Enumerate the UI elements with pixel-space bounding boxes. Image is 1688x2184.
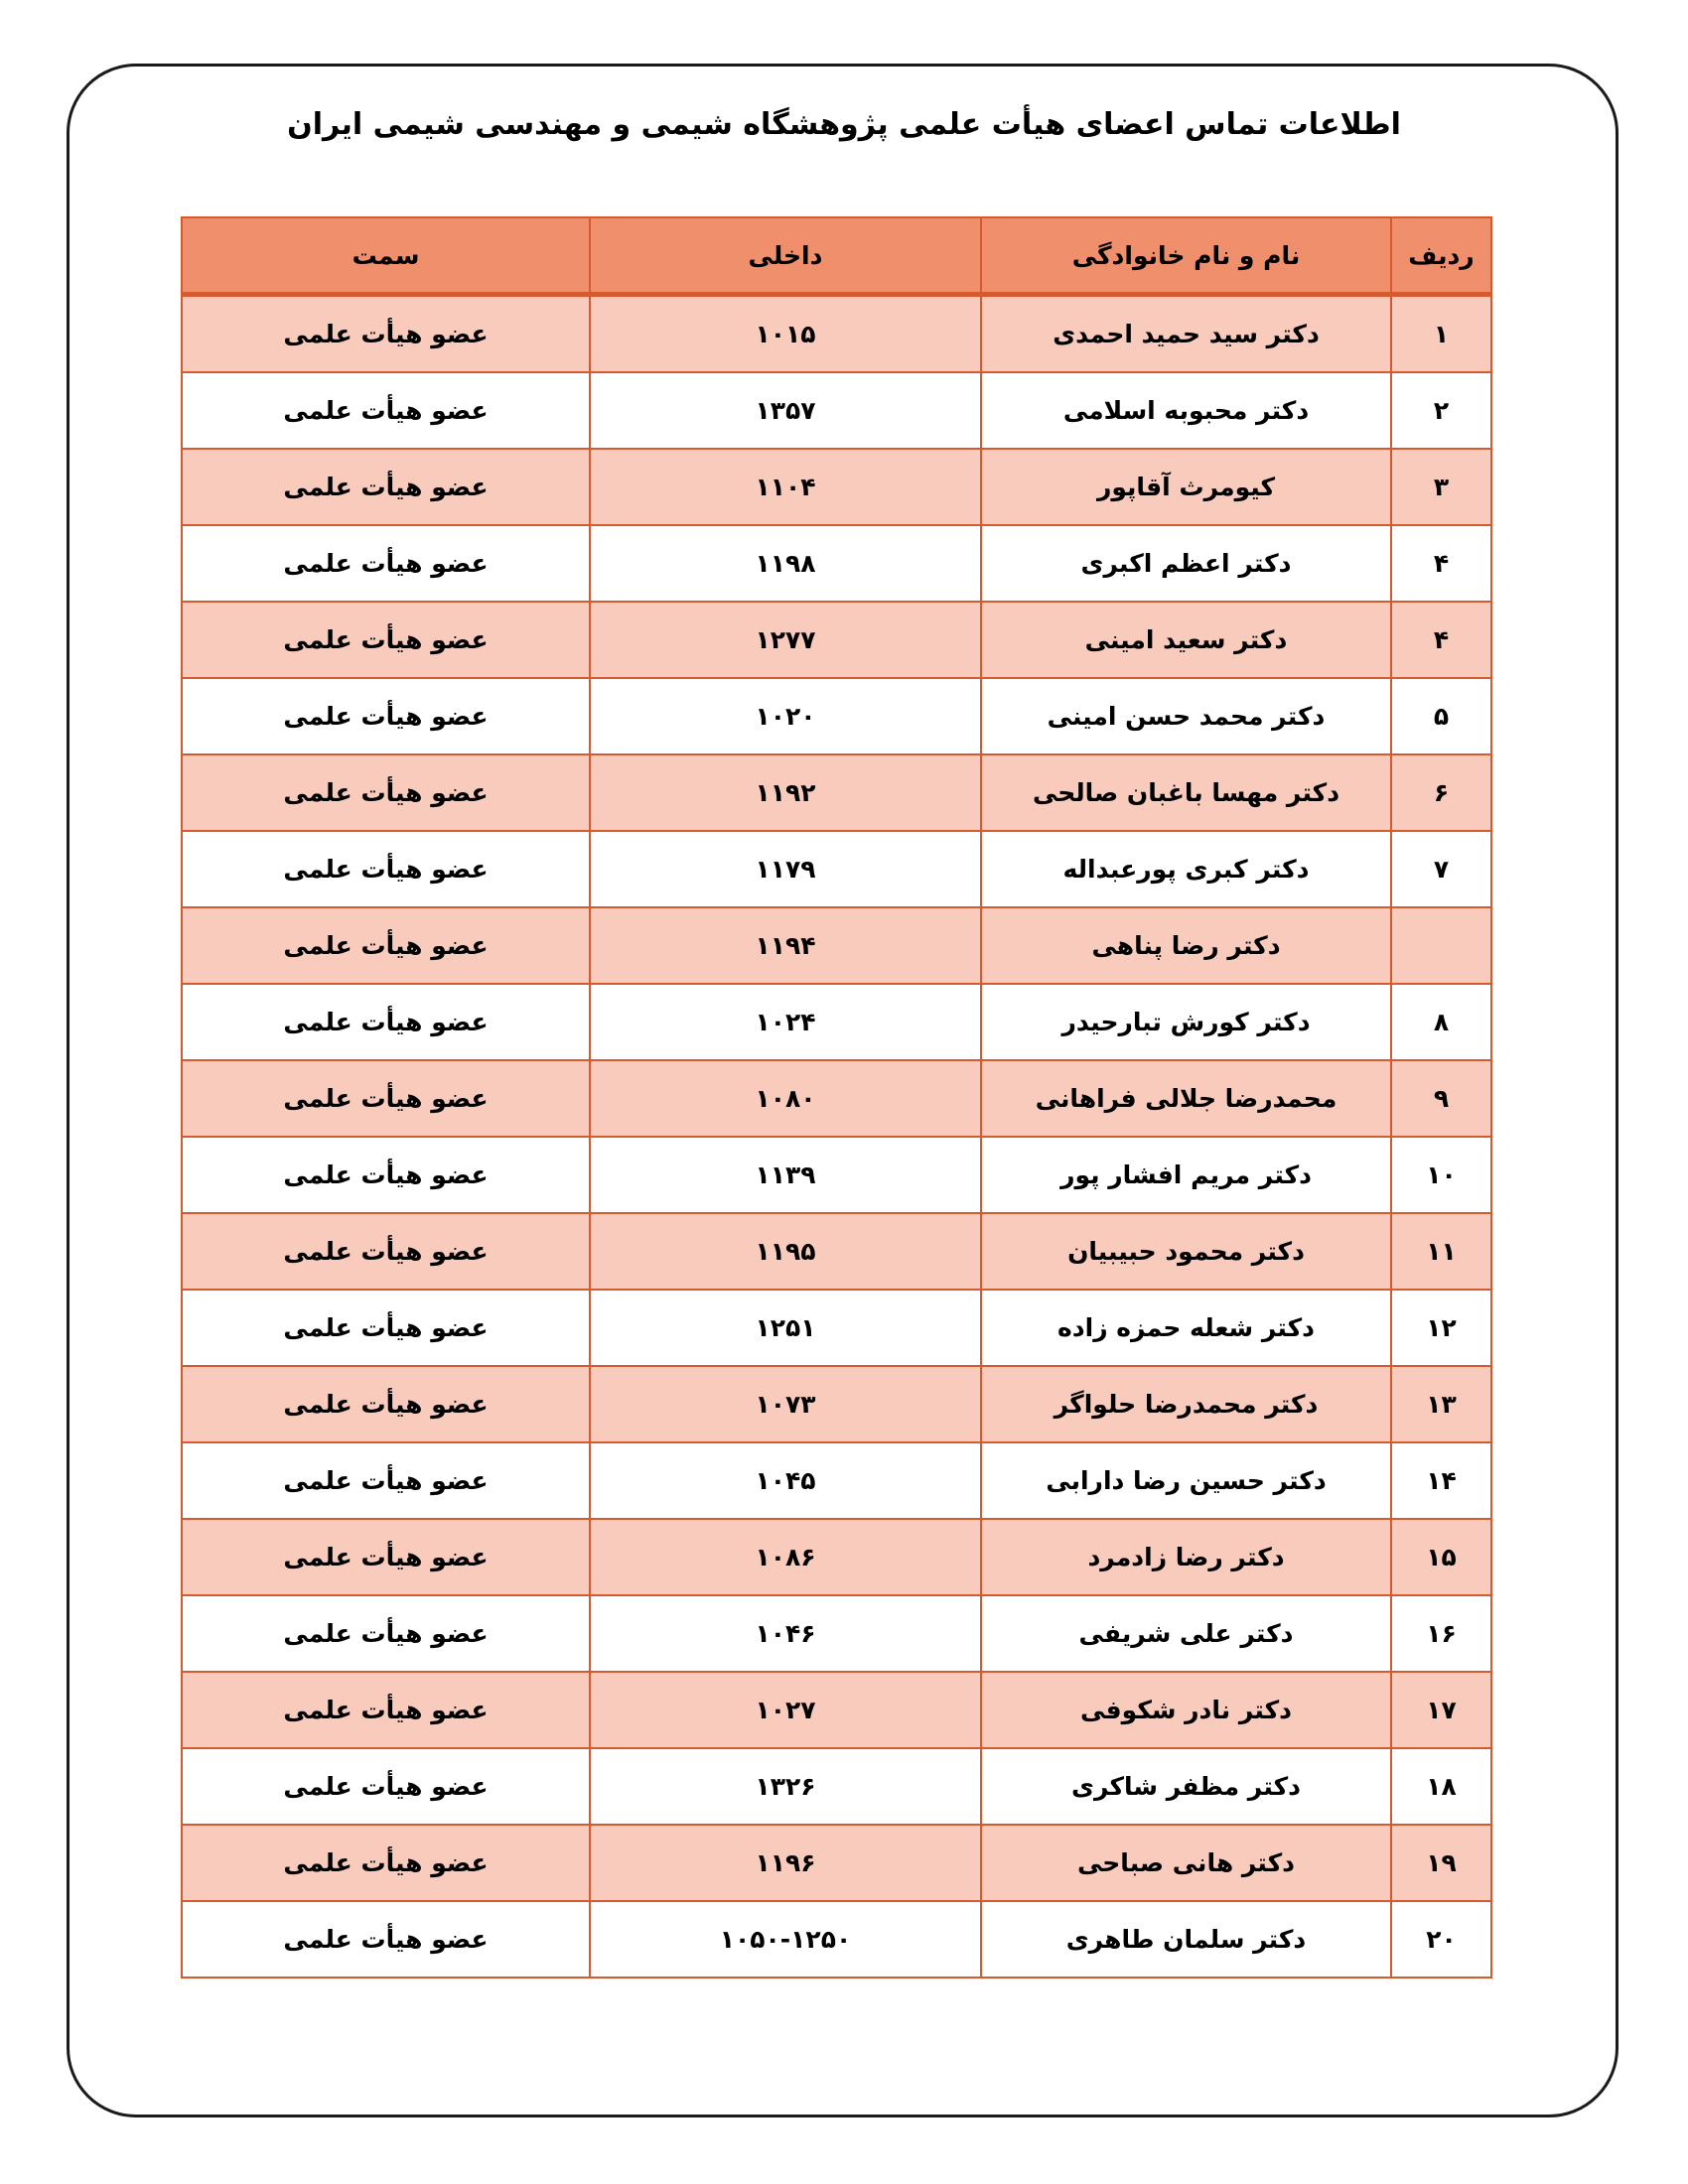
cell-row-number: ۳ [1391, 449, 1491, 525]
cell-name: دکتر محبوبه اسلامی [981, 372, 1391, 449]
cell-row-number: ۲ [1391, 372, 1491, 449]
cell-role: عضو هیأت علمی [182, 907, 590, 984]
table-header-row [182, 217, 1491, 295]
cell-row-number: ۱۱ [1391, 1213, 1491, 1290]
cell-row-number: ۱۶ [1391, 1595, 1491, 1672]
cell-row-number: ۱۹ [1391, 1825, 1491, 1901]
cell-name: کیومرث آقاپور [981, 449, 1391, 525]
cell-name: دکتر علی شریفی [981, 1595, 1391, 1672]
cell-role: عضو هیأت علمی [182, 678, 590, 754]
table-row [182, 1137, 1491, 1213]
cell-extension: ۱۱۹۴ [590, 907, 981, 984]
cell-row-number: ۱۵ [1391, 1519, 1491, 1595]
cell-extension: ۱۱۰۴ [590, 449, 981, 525]
cell-role: عضو هیأت علمی [182, 1290, 590, 1366]
cell-role: عضو هیأت علمی [182, 1748, 590, 1825]
cell-extension: ۱۲۵۱ [590, 1290, 981, 1366]
cell-extension: ۱۰۲۰ [590, 678, 981, 754]
cell-name: دکتر مهسا باغبان صالحی [981, 754, 1391, 831]
header-name: نام و نام خانوادگی [981, 217, 1391, 295]
cell-row-number: ۷ [1391, 831, 1491, 907]
cell-name: دکتر کبری پورعبداله [981, 831, 1391, 907]
cell-row-number: ۲۰ [1391, 1901, 1491, 1978]
cell-extension: ۱۱۷۹ [590, 831, 981, 907]
cell-name: دکتر شعله حمزه زاده [981, 1290, 1391, 1366]
table-row [182, 1213, 1491, 1290]
cell-extension: ۱۲۷۷ [590, 602, 981, 678]
cell-extension: ۱۰۲۷ [590, 1672, 981, 1748]
cell-role: عضو هیأت علمی [182, 1213, 590, 1290]
cell-role: عضو هیأت علمی [182, 1137, 590, 1213]
cell-role: عضو هیأت علمی [182, 1672, 590, 1748]
cell-role: عضو هیأت علمی [182, 984, 590, 1060]
cell-extension: ۱۳۵۷ [590, 372, 981, 449]
cell-row-number: ۹ [1391, 1060, 1491, 1137]
cell-name: دکتر محمود حبیبیان [981, 1213, 1391, 1290]
table-row [182, 831, 1491, 907]
table-row [182, 1060, 1491, 1137]
table-row [182, 295, 1491, 373]
cell-extension: ۱۰۴۶ [590, 1595, 981, 1672]
cell-extension: ۱۰۲۴ [590, 984, 981, 1060]
cell-extension: ۱۰۷۳ [590, 1366, 981, 1442]
cell-row-number: ۴ [1391, 525, 1491, 602]
cell-extension: ۱۰۴۵ [590, 1442, 981, 1519]
cell-role: عضو هیأت علمی [182, 372, 590, 449]
cell-extension: ۱۳۲۶ [590, 1748, 981, 1825]
cell-role: عضو هیأت علمی [182, 1060, 590, 1137]
table-row [182, 602, 1491, 678]
cell-extension: ۱۱۹۲ [590, 754, 981, 831]
cell-row-number: ۶ [1391, 754, 1491, 831]
cell-name: محمدرضا جلالی فراهانی [981, 1060, 1391, 1137]
cell-role: عضو هیأت علمی [182, 449, 590, 525]
cell-role: عضو هیأت علمی [182, 1366, 590, 1442]
cell-name: دکتر سلمان طاهری [981, 1901, 1391, 1978]
cell-extension: ۱۱۹۸ [590, 525, 981, 602]
cell-row-number [1391, 907, 1491, 984]
cell-role: عضو هیأت علمی [182, 1825, 590, 1901]
cell-extension: ۱۰۸۰ [590, 1060, 981, 1137]
cell-role: عضو هیأت علمی [182, 295, 590, 373]
table-row [182, 525, 1491, 602]
cell-row-number: ۱۸ [1391, 1748, 1491, 1825]
cell-row-number: ۱۴ [1391, 1442, 1491, 1519]
cell-extension: ۱۰۵۰-۱۲۵۰ [590, 1901, 981, 1978]
cell-role: عضو هیأت علمی [182, 1519, 590, 1595]
cell-name: دکتر مظفر شاکری [981, 1748, 1391, 1825]
cell-row-number: ۱۷ [1391, 1672, 1491, 1748]
cell-role: عضو هیأت علمی [182, 754, 590, 831]
cell-name: دکتر هانی صباحی [981, 1825, 1391, 1901]
table-row [182, 1901, 1491, 1978]
table-body [182, 295, 1491, 1979]
cell-name: دکتر رضا زادمرد [981, 1519, 1391, 1595]
cell-name: دکتر نادر شکوفی [981, 1672, 1391, 1748]
table-row [182, 678, 1491, 754]
cell-extension: ۱۱۹۶ [590, 1825, 981, 1901]
cell-role: عضو هیأت علمی [182, 1442, 590, 1519]
cell-name: دکتر محمدرضا حلواگر [981, 1366, 1391, 1442]
cell-name: دکتر کورش تبارحیدر [981, 984, 1391, 1060]
table-row [182, 1290, 1491, 1366]
table-row [182, 984, 1491, 1060]
cell-row-number: ۵ [1391, 678, 1491, 754]
cell-row-number: ۱۲ [1391, 1290, 1491, 1366]
cell-role: عضو هیأت علمی [182, 831, 590, 907]
cell-name: دکتر سید حمید احمدی [981, 295, 1391, 373]
cell-row-number: ۱۳ [1391, 1366, 1491, 1442]
cell-name: دکتر حسین رضا دارابی [981, 1442, 1391, 1519]
page-title: اطلاعات تماس اعضای هیأت علمی پژوهشگاه شیمی و مهندسی شیمی ایران [287, 107, 1401, 142]
cell-role: عضو هیأت علمی [182, 525, 590, 602]
table-row [182, 372, 1491, 449]
cell-row-number: ۱۰ [1391, 1137, 1491, 1213]
cell-row-number: ۱ [1391, 295, 1491, 373]
cell-name: دکتر رضا پناهی [981, 907, 1391, 984]
cell-role: عضو هیأت علمی [182, 1595, 590, 1672]
cell-row-number: ۸ [1391, 984, 1491, 1060]
table-row [182, 1519, 1491, 1595]
cell-extension: ۱۱۹۵ [590, 1213, 981, 1290]
header-row-number: ردیف [1391, 217, 1491, 295]
cell-name: دکتر سعید امینی [981, 602, 1391, 678]
table-row [182, 1825, 1491, 1901]
header-role: سمت [182, 217, 590, 295]
table-row [182, 1366, 1491, 1442]
header-extension: داخلی [590, 217, 981, 295]
table-row [182, 449, 1491, 525]
cell-role: عضو هیأت علمی [182, 602, 590, 678]
table-row [182, 907, 1491, 984]
table-row [182, 1672, 1491, 1748]
cell-extension: ۱۰۸۶ [590, 1519, 981, 1595]
table-row [182, 1442, 1491, 1519]
table-row [182, 1748, 1491, 1825]
cell-role: عضو هیأت علمی [182, 1901, 590, 1978]
cell-extension: ۱۰۱۵ [590, 295, 981, 373]
faculty-contact-table [181, 216, 1492, 1979]
table-row [182, 754, 1491, 831]
cell-extension: ۱۱۳۹ [590, 1137, 981, 1213]
cell-name: دکتر محمد حسن امینی [981, 678, 1391, 754]
cell-name: دکتر اعظم اکبری [981, 525, 1391, 602]
table-row [182, 1595, 1491, 1672]
cell-name: دکتر مریم افشار پور [981, 1137, 1391, 1213]
cell-row-number: ۴ [1391, 602, 1491, 678]
